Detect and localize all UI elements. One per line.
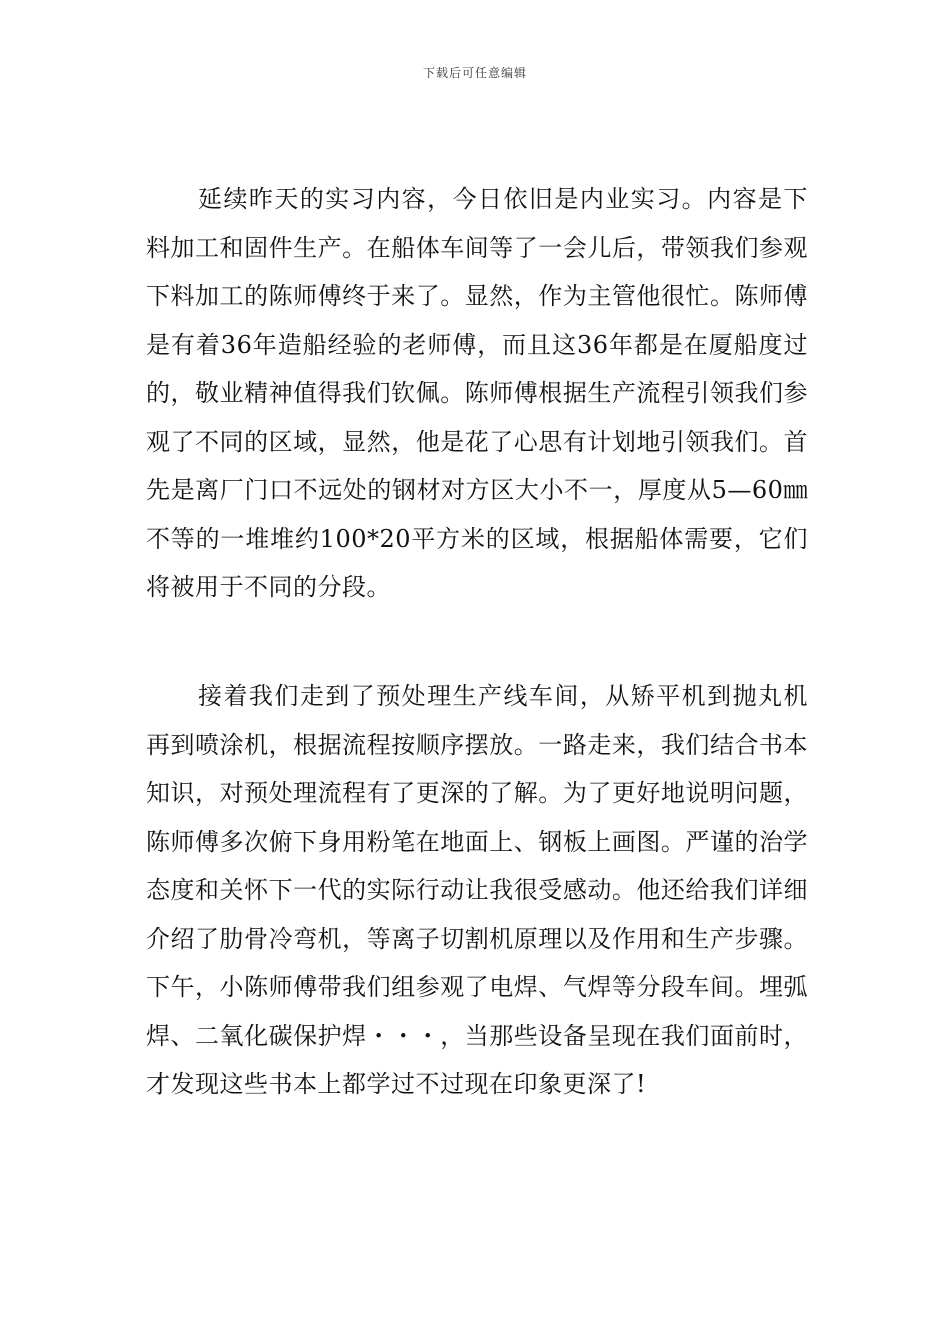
paragraph-text: 延续昨天的实习内容，今日依旧是内业实习。内容是下料加工和固件生产。在船体车间等了一会儿后，带领我们参观下料加工的陈师傅终于来了。显然，作为主管他很忙。陈师傅是有着36年造船经验的老师傅，而且这36年都是在厦船度过的，敬业精神值得我们钦佩。陈师傅根据生产流程引领我们参观了不同的区域，显然，他是花了心思有计划地引领我们。首先是离厂门口不远处的钢材对方区大小不一，厚度从5—60㎜不等的一堆堆约100*20平方米的区域，根据船体需要，它们将被用于不同的分段。 xyxy=(146,185,808,601)
body-paragraph xyxy=(146,672,808,1109)
body-paragraph xyxy=(146,175,808,612)
page-header: 下载后可任意编辑 xyxy=(422,66,527,80)
paragraph-text: 接着我们走到了预处理生产线车间，从矫平机到抛丸机再到喷涂机，根据流程按顺序摆放。一路走来，我们结合书本知识，对预处理流程有了更深的了解。为了更好地说明问题，陈师傅多次俯下身用粉笔在地面上、钢板上画图。严谨的治学态度和关怀下一代的实际行动让我很受感动。他还给我们详细介绍了肋骨冷弯机，等离子切割机原理以及作用和生产步骤。下午，小陈师傅带我们组参观了电焊、气焊等分段车间。埋弧焊、二氧化碳保护焊・・・，当那些设备呈现在我们面前时，才发现这些书本上都学过不过现在印象更深了! xyxy=(146,682,808,1098)
